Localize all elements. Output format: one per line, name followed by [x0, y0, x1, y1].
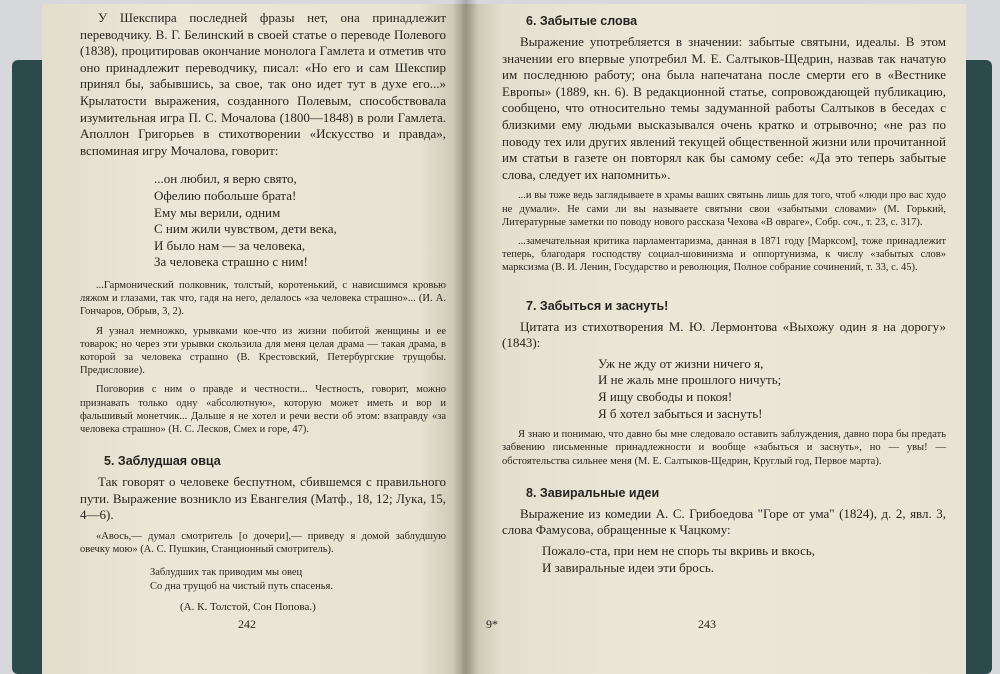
page-number-left: 242: [238, 617, 256, 631]
section-7-title: 7. Забыться и заснуть!: [526, 298, 669, 313]
quote-gorky: ...и вы тоже ведь заглядываете в храмы ваших святынь лишь для того, чтоб «люди про вас худо не думали». Не сами ли вы называете святыни свои «забытыми словами» (М. Горький, Литературные заметки по поводу нового рассказа Чехова «В овраге», Собр. соч., т. 23, с. 317).: [502, 190, 946, 228]
section-5-quote: «Авось,— думал смотритель [о дочери],— приведу я домой заблудшую овечку мою» (А. С. Пушкин, Станционный смотритель).: [80, 530, 446, 556]
section-5-title: 5. Заблудшая овца: [104, 454, 221, 469]
verse-line: И не жаль мне прошлого ничуть;: [598, 372, 782, 388]
verse-line: Я б хотел забыться и заснуть!: [598, 405, 763, 421]
section-6-text: Выражение употребляется в значении: забытые святыни, идеалы. В этом значении его впервые употребил М. Е. Салтыков-Щедрин, назвав так начатую им последнюю работу; она была напечатана после смерти его в «Вестнике Европы» (1889, кн. 6). В редакционной статье, сопровождающей публикацию, сообщено, что относительно темы задуманной работы Салтыков в беседах с близкими ему людьми высказывался очень кратко и отрывочно; «не раз по поводу тех или других явлений текущей общественной жизни или прочитанной им статьи в газете он повторял как бы самому себе: «Да это теперь забытые слова, следует их напомнить».: [502, 34, 946, 182]
quote-lenin: ...замечательная критика парламентаризма, данная в 1871 году [Марксом], тоже принадлежит теперь, благодаря господству социал-шовинизма и оппортунизма, к числу «забытых слов» марксизма (В. И. Ленин, Государство и революция, Полное собрание сочинений, т. 33, с. 45).: [502, 235, 946, 274]
book-gutter: [452, 0, 478, 674]
griboedov-verse: [542, 543, 946, 576]
verse-line: И завиральные идеи эти брось.: [542, 559, 715, 575]
grigoriev-verse: [154, 171, 446, 271]
quote-saltykov: Я знаю и понимаю, что давно бы мне следовало оставить заблуждения, давно пора бы предать забвению письменные принадлежности и вообще «забыться и заснуть», но — увы! — обстоятельства сильнее меня (М. Е. Салтыков-Щедрин, Круглый год, Первое марта).: [502, 429, 946, 467]
left-page: [42, 4, 462, 674]
tolstoy-verse: [150, 566, 446, 592]
verse-line: Со дна трущоб на чистый путь спасенья.: [150, 580, 333, 592]
section-7-text: Цитата из стихотворения М. Ю. Лермонтова «Выхожу один я на дорогу» (1843):: [502, 318, 946, 351]
verse-line: Я ищу свободы и покоя!: [598, 388, 733, 404]
intro-paragraph: У Шекспира последней фразы нет, она принадлежит переводчику. В. Г. Белинский в своей статье о переводе Полевого (1838), процитировав окончание монолога Гамлета и отметив что оно принадлежит переводчику, писал: «Но его и сам Шекспир принял бы, забывшись, за свое, так оно идет тут в духе его...» Крылатости выражения, созданного Полевым, способствовала изумительная игра П. С. Мочалова (1800—1848) в роли Гамлета. Аполлон Григорьев в стихотворении «Искусство и правда», вспоминая игру Мочалова, говорит:: [80, 10, 446, 158]
quote-goncharov: ...Гармонический полковник, толстый, коротенький, с нависшимся кровью ляжом и глазами, так что, гадя на него, делалось «за человека страшно»... (И. А. Гончаров, Обрыв, 3, 2).: [80, 279, 446, 318]
verse-line: Пожало-ста, при нем не спорь ты вкривь и вкось,: [542, 542, 816, 558]
section-8-title: 8. Завиральные идеи: [526, 485, 660, 500]
verse-line: И было нам — за человека,: [154, 237, 306, 253]
tolstoy-reference: (А. К. Толстой, Сон Попова.): [180, 600, 316, 613]
verse-line: Заблудших так приводим мы овец: [150, 567, 303, 579]
section-5-text: Так говорят о человеке беспутном, сбившемся с правильного пути. Выражение возникло из Евангелия (Матф., 18, 12; Лука, 15, 4—6).: [80, 474, 446, 523]
section-6-title: 6. Забытые слова: [526, 14, 638, 28]
verse-line: Ему мы верили, одним: [154, 204, 281, 220]
lermontov-verse: [598, 356, 946, 422]
quote-krestovsky: Я узнал немножко, урывками кое-что из жизни побитой женщины и ее товарок; но через эти урывки скользила для меня целая драма — такая драма, в которой за человека страшно (В. Крестовский, Петербургские трущобы. Предисловие).: [80, 325, 446, 377]
verse-line: Офелию побольше брата!: [154, 187, 297, 203]
verse-line: За человека страшно с ним!: [154, 254, 308, 270]
signature-mark: 9*: [486, 617, 498, 631]
section-8-text: Выражение из комедии А. С. Грибоедова "Горе от ума" (1824), д. 2, явл. 3, слова Фамусова, обращенные к Чацкому:: [502, 505, 946, 538]
verse-line: ...он любил, я верю свято,: [154, 171, 297, 187]
quote-leskov: Поговорив с ним о правде и честности... Честность, говорит, можно признавать только одну «абсолютную», которую может иметь и вор и фальшивый монетчик... Дальше я не хотел и речи вести об этом: взаправду «за человека страшно» (Н. С. Лесков, Смех и горе, 47).: [80, 384, 446, 435]
verse-line: Уж не жду от жизни ничего я,: [598, 355, 764, 371]
verse-line: С ним жили чувством, дети века,: [154, 221, 337, 237]
right-page: [462, 4, 966, 674]
page-number-right: 243: [698, 617, 716, 631]
